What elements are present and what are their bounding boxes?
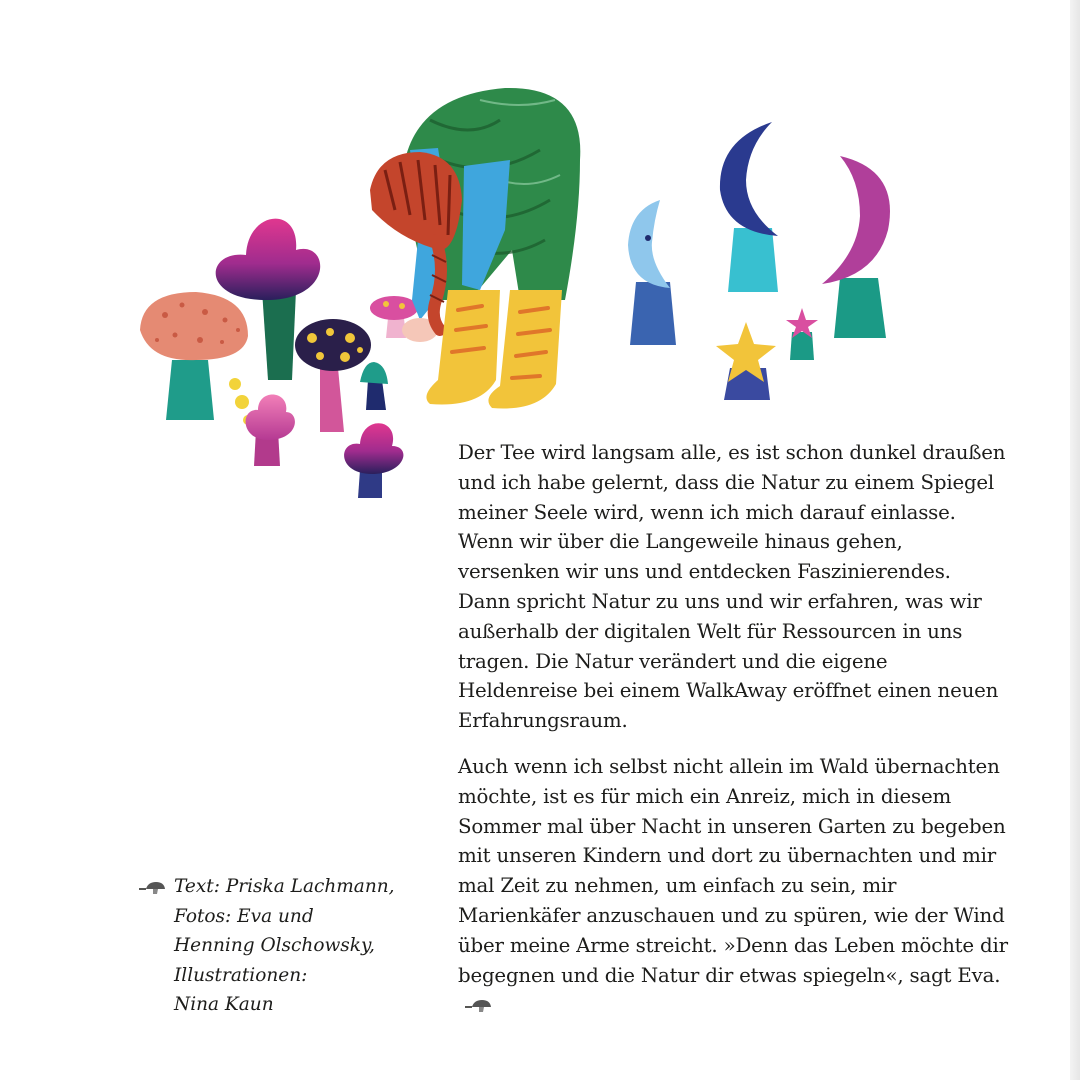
small-teal-mushroom [360, 362, 388, 410]
small-heart-mushroom [246, 394, 295, 466]
paragraph-2 [458, 752, 1008, 1020]
person-figure [370, 88, 580, 409]
dotted-mushroom [295, 319, 371, 432]
paragraph-1: Der Tee wird langsam alle, es ist schon dunkel draußen und ich habe gelernt, dass die Natur zu einem Spiegel meiner Seele wird, wenn ich mich darauf einlasse. Wenn wir über die Langeweile hinaus gehen, versenken wir uns und entdecken Faszinierendes. Dann spricht Natur zu uns und wir erfahren, was wir außerhalb der digitalen Welt für Ressourcen in uns tragen. Die Natur verändert und die eigene Heldenreise bei einem WalkAway eröffnet einen neuen Erfahrungsraum. [458, 441, 1006, 733]
star-mushroom [716, 322, 776, 400]
credits-photographer: Henning Olschowsky, [174, 935, 375, 956]
credits-illustrations: Illustrationen: [174, 964, 308, 986]
heart-mushroom-lower [344, 423, 403, 498]
credits-illustrator: Nina Kaun [174, 994, 274, 1015]
coral-mushroom [140, 292, 248, 420]
small-star-mushroom [786, 308, 818, 360]
credits-text: Text: Priska Lachmann, [174, 876, 395, 897]
credits-photos: Fotos: Eva und [174, 905, 314, 927]
mushroom-icon [464, 998, 492, 1014]
paragraph-2-text: Auch wenn ich selbst nicht allein im Wald übernachten möchte, ist es für mich ein Anreiz, mich in diesem Sommer mal über Nacht in unseren Garten zu begeben mit unseren Kindern und dort zu übernachten und mir mal Zeit zu nehmen, um einfach zu sein, mir Marienkäfer anzuschauen und zu spüren, wie der Wind über meine Arme streicht. »Denn das Leben möchte dir begegnen und die Natur dir etwas spiegeln«, sagt Eva. [458, 754, 1008, 987]
photo-credits [136, 872, 436, 1020]
article-body [458, 438, 1008, 1020]
crescent-mushroom-blue [720, 122, 778, 292]
crescent-mushroom-purple [822, 156, 890, 338]
moon-face-mushroom [628, 200, 676, 345]
mushroom-icon [138, 880, 166, 896]
